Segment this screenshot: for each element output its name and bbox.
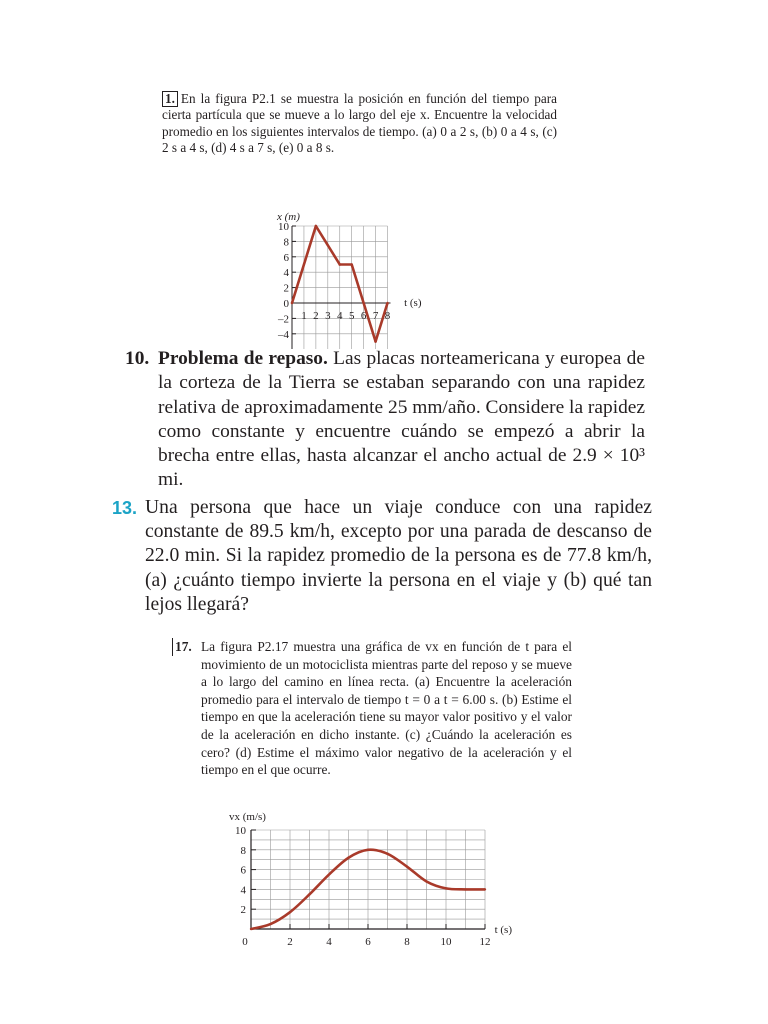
data-point: [386, 302, 389, 305]
problem-number: 17.: [172, 638, 192, 656]
data-point: [289, 911, 291, 913]
data-point: [347, 857, 349, 859]
problem-10: [125, 347, 645, 493]
x-tick-label: 1: [301, 310, 307, 322]
x-tick-label: 6: [365, 936, 371, 948]
x-tick-label: 12: [479, 936, 491, 948]
y-tick-label: 0: [283, 298, 289, 310]
y-tick-label: –2: [278, 313, 289, 326]
problem-text: Las placas norteamericana y europea de la corteza de la Tierra se estaban separando con una rapidez relativa de aproximadamente 25 mm/año. Considere la rapidez como constante y encuentre cuándo se empezó a abrir la brecha entre ellas, hasta alcanzar el ancho actual de 2.9 × 10³ mi.: [158, 348, 645, 491]
x-tick-label: 8: [384, 310, 391, 322]
data-point: [291, 302, 294, 305]
problem-1: [162, 91, 557, 156]
x-axis-label: t (s): [404, 297, 422, 309]
y-axis-label: x (m): [277, 211, 300, 223]
y-tick-label: –4: [278, 328, 289, 341]
y-tick-label: 8: [283, 236, 289, 249]
x-axis-label: t (s): [494, 924, 512, 936]
y-tick-label: 6: [240, 864, 246, 877]
x-tick-label: 7: [372, 310, 379, 322]
data-point: [367, 849, 369, 851]
problem-number: 1.: [162, 91, 178, 107]
y-tick-label: 2: [283, 282, 289, 295]
data-point: [315, 225, 318, 228]
problem-number: 13.: [112, 498, 138, 518]
y-tick-label: 6: [283, 251, 289, 264]
x-tick-label: 0: [242, 936, 248, 948]
data-point: [308, 893, 310, 895]
problem-number: 10.: [125, 348, 150, 369]
y-tick-label: 10: [278, 221, 289, 233]
x-tick-label: 2: [287, 936, 293, 948]
data-point: [250, 928, 252, 930]
data-point: [484, 888, 486, 890]
y-tick-label: 10: [235, 825, 246, 837]
y-tick-label: 2: [240, 904, 246, 917]
x-tick-label: 10: [440, 936, 452, 948]
y-tick-label: 4: [240, 884, 246, 897]
data-point: [269, 923, 271, 925]
y-tick-label: 8: [240, 844, 246, 857]
x-tick-label: 2: [313, 310, 319, 322]
data-point: [328, 873, 330, 875]
data-point: [338, 263, 341, 266]
problem-13: [112, 496, 652, 617]
data-point: [445, 887, 447, 889]
data-point: [406, 865, 408, 867]
x-tick-label: 4: [326, 936, 332, 948]
x-tick-label: 3: [325, 310, 331, 322]
data-point: [425, 880, 427, 882]
problem-text: En la figura P2.1 se muestra la posición en función del tiempo para cierta partícula que se mueve a lo largo del eje x. Encuentre la velocidad promedio en los siguientes intervalos de tiempo. (a) 0 a 2 s, (b) 0 a 4 s, (c) 2 s a 4 s, (d) 4 s a 7 s, (e) 0 a 8 s.: [162, 91, 557, 155]
problem-text: La figura P2.17 muestra una gráfica de vx en función de t para el movimiento de un motociclista mientras parte del reposo y se mueve a lo largo del camino en línea recta. (a) Encuentre la aceleración promedio para el intervalo de tiempo t = 0 a t = 6.00 s. (b) Estime el tiempo en que la aceleración tiene su mayor valor positivo y el valor de la aceleración en dicho instante. (c) ¿Cuándo la aceleración es cero? (d) Estime el máximo valor negativo de la aceleración y el tiempo en el que ocurre.: [201, 639, 572, 778]
y-tick-label: 4: [283, 267, 289, 280]
data-point: [464, 888, 466, 890]
x-tick-label: 4: [337, 310, 343, 322]
x-tick-label: 6: [360, 310, 367, 322]
series-line: [251, 850, 485, 929]
data-point: [386, 853, 388, 855]
x-tick-label: 5: [348, 310, 355, 322]
x-tick-label: 8: [404, 936, 410, 948]
problem-title: Problema de repaso.: [158, 348, 328, 369]
data-point: [374, 340, 377, 343]
problem-17: [172, 638, 572, 779]
y-axis-label: vx (m/s): [229, 811, 266, 823]
data-point: [350, 263, 353, 266]
problem-text: Una persona que hace un viaje conduce con una rapidez constante de 89.5 km/h, excepto por una parada de descanso de 22.0 min. Si la rapidez promedio de la persona es de 77.8 km/h, (a) ¿cuánto tiempo invierte la persona en el viaje y (b) qué tan lejos llegará?: [145, 497, 652, 615]
series-line: [292, 226, 388, 342]
